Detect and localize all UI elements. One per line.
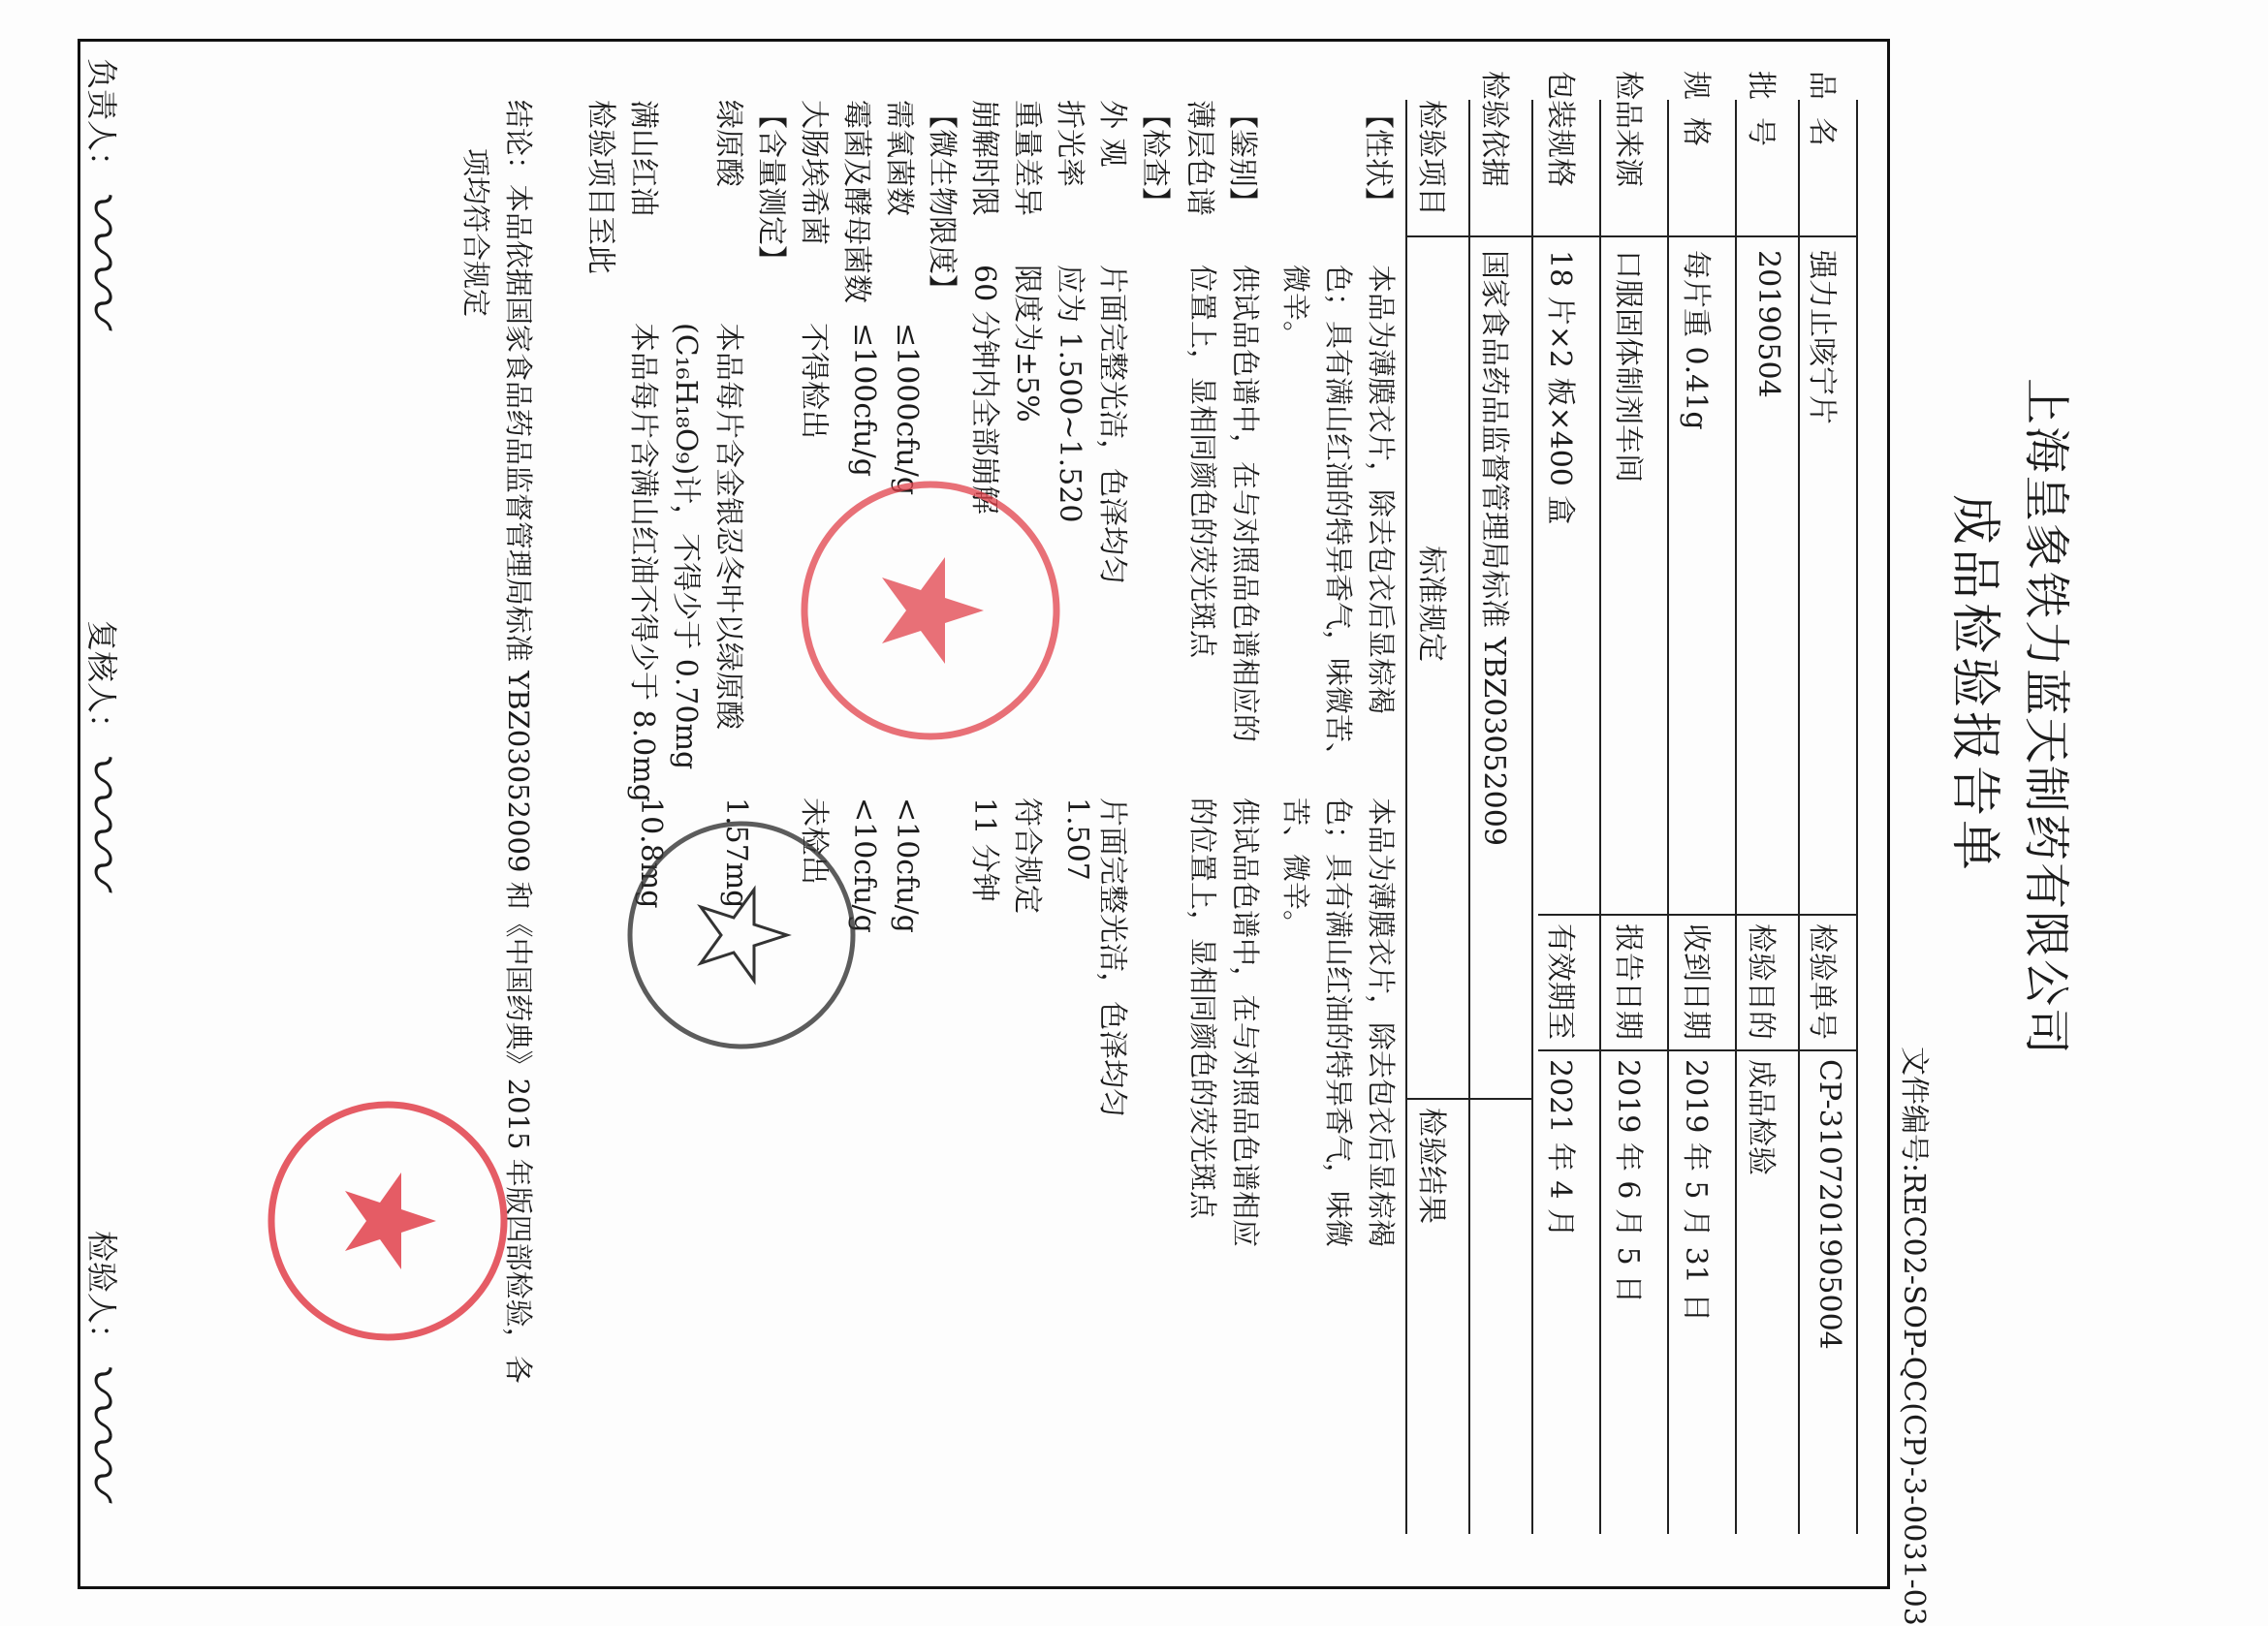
item-aerobic: 需氧菌数 [882,100,916,216]
stamp-seal-icon [795,475,1066,746]
label-packaging: 包装规格 [1543,71,1577,187]
value-spec: 每片重 0.41g [1679,250,1713,430]
ecoli-result: 未检出 [797,797,831,885]
item-ecoli: 大肠埃希菌 [797,100,831,245]
section-check: 【检查】 [1138,100,1172,216]
label-spec: 规格 [1679,71,1713,164]
company-name: 上海皇象铁力蓝天制药有限公司 [2019,378,2073,1057]
label-responsible: 负责人： [83,58,120,183]
signature-responsible: 〰〰 [61,181,141,339]
signature-inspector: 〰〰 [61,1354,141,1512]
aerobic-result: <10cfu/g [890,797,924,933]
value-received-date: 2019 年 5 月 31 日 [1679,1059,1713,1323]
aerobic-standard: ≤1000cfu/g [890,323,924,496]
item-refraction: 折光率 [1053,100,1087,187]
red-stamp-qa [262,1095,514,1347]
appearance-result: 片面完整光洁，色泽均匀 [1095,797,1129,1117]
value-source: 口服固体制剂车间 [1611,250,1645,483]
item-tlc: 薄层色谱 [1182,100,1216,216]
ecoli-standard: 不得检出 [797,323,831,439]
section-assay: 【含量测定】 [754,100,788,274]
col-header-result: 检验结果 [1414,1108,1448,1224]
appearance-standard: 片面完整光洁，色泽均匀 [1095,265,1129,584]
col-header-standard: 标准规定 [1414,546,1448,662]
items-end-note: 检验项目至此 [583,100,617,274]
chlorogenic-acid-standard-2: (C₁₆H₁₈O₉)计，不得少于 0.70mg [669,323,703,770]
label-inspection-no: 检验单号 [1805,923,1839,1040]
item-appearance: 外 观 [1095,100,1129,168]
chlorogenic-acid-standard: 本品每片含金银忍冬叶以绿原酸 [711,323,745,730]
disintegration-result: 11 分钟 [967,797,1001,902]
chlorogenic-acid-result: 1.57mg [719,797,753,909]
item-oil: 满山红油 [626,100,660,216]
label-reviewer: 复核人： [83,620,120,745]
disintegration-standard: 60 分钟内全部崩解 [967,265,1001,515]
label-product-name: 品名 [1805,71,1839,164]
value-expiry: 2021 年 4 月 [1543,1059,1577,1238]
black-stamp-qa [620,814,863,1056]
report-frame [78,39,1890,1589]
stamp-seal-icon [262,1095,514,1347]
value-packaging: 18 片×2 板×400 盒 [1543,250,1577,525]
value-batch-no: 20190504 [1751,250,1785,398]
stamp-seal-icon [620,814,863,1056]
refraction-result: 1.507 [1060,797,1094,881]
report-sheet [61,39,2084,1626]
label-report-date: 报告日期 [1611,923,1645,1040]
value-report-date: 2019 年 6 月 5 日 [1611,1059,1645,1304]
label-expiry: 有效期至 [1543,923,1577,1040]
refraction-standard: 应为 1.500~1.520 [1053,265,1087,523]
value-inspection-no: CP-3107201905004 [1812,1059,1846,1350]
section-microbial: 【微生物限度】 [925,100,959,303]
section-identification: 【鉴别】 [1225,100,1259,216]
item-mold: 霉菌及酵母菌数 [839,100,873,303]
tlc-standard: 供试品色谱中，在与对照品色谱相应的 位置上，显相同颜色的荧光斑点 [1186,265,1262,743]
oil-result: 10.8mg [634,797,668,909]
signature-reviewer: 〰〰 [61,743,141,901]
red-stamp-regulator [795,475,1066,746]
label-inspector: 检验人： [83,1231,120,1356]
value-purpose: 成品检验 [1744,1059,1778,1175]
trait-result: 本品为薄膜衣片，除去包衣后显棕褐 色；具有满山红油的特异香气，味微 苦、微辛。 [1279,797,1398,1248]
label-received-date: 收到日期 [1679,923,1713,1040]
conclusion: 结论：本品依据国家食品药品监督管理局标准 YBZ03052009 和《中国药典》2015 年版四部检验，各 项均符合规定 [459,100,535,1384]
section-traits: 【性状】 [1361,100,1395,216]
mold-result: <10cfu/g [847,797,881,933]
doc-no-value: REC02-SOP-QC(CP)-3-0031-03 [1897,1173,1931,1626]
document-number [1896,1047,1938,1626]
label-basis: 检验依据 [1477,71,1511,187]
value-basis: 国家食品药品监督管理局标准 YBZ03052009 [1477,250,1511,846]
weight-result: 符合规定 [1010,797,1044,914]
label-batch-no: 批号 [1744,71,1778,164]
doc-no-label: 文件编号: [1897,1047,1931,1173]
trait-standard: 本品为薄膜衣片，除去包衣后显棕褐 色；具有满山红油的特异香气，味微苦、 微辛。 [1279,265,1398,771]
weight-standard: 限度为±5% [1010,265,1044,422]
mold-standard: ≤100cfu/g [847,323,881,477]
item-chlorogenic-acid: 绿原酸 [711,100,745,187]
col-header-item: 检验项目 [1414,100,1448,216]
oil-standard: 本品每片含满山红油不得少于 8.0mg [626,323,660,802]
report-title: 成品检验报告单 [1945,494,2003,875]
tlc-result: 供试品色谱中，在与对照品色谱相应 的位置上，显相同颜色的荧光斑点 [1186,797,1262,1248]
value-product-name: 强力止咳宁片 [1805,250,1839,424]
item-disintegration: 崩解时限 [967,100,1001,216]
item-weight: 重量差异 [1010,100,1044,216]
label-purpose: 检验目的 [1744,923,1778,1040]
label-source: 检品来源 [1611,71,1645,187]
